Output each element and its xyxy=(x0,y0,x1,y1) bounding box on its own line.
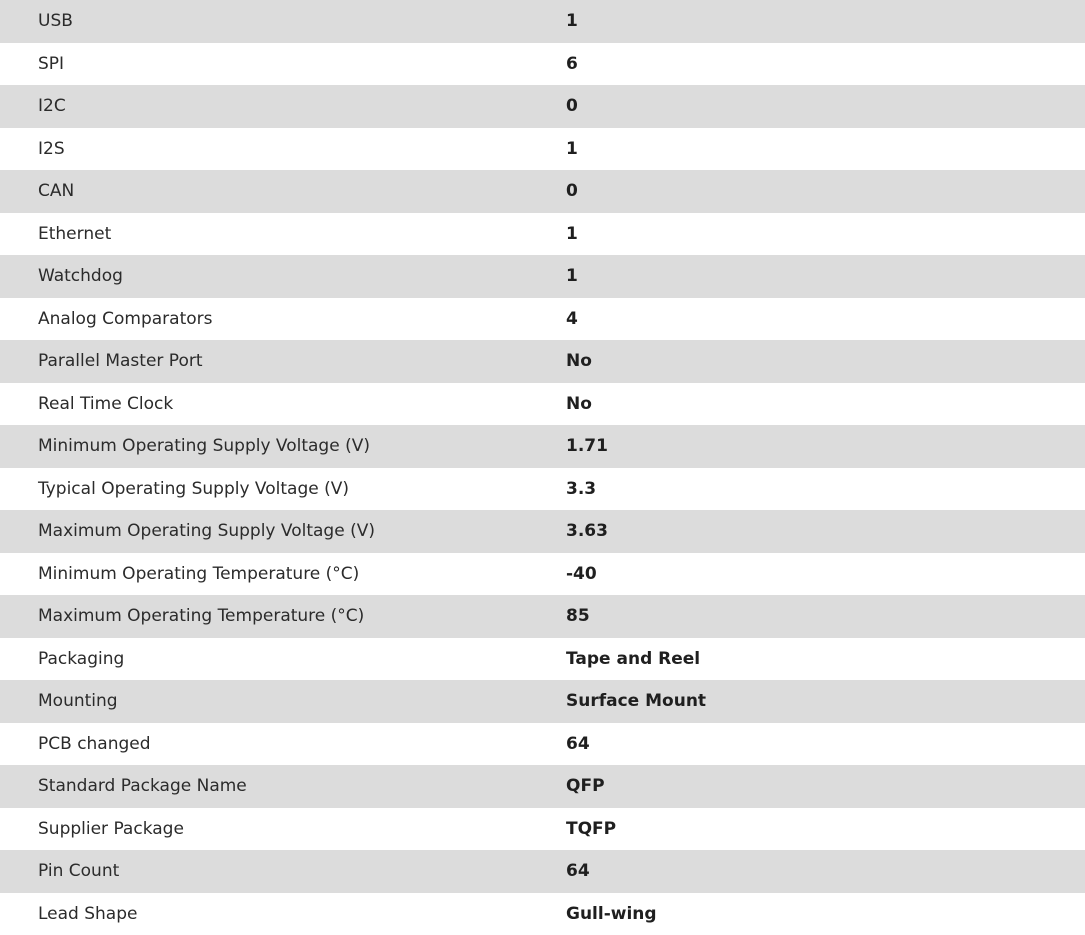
spec-row-max-temperature xyxy=(0,595,1085,638)
spec-label: Maximum Operating Supply Voltage (V) xyxy=(0,510,566,553)
spec-value: Surface Mount xyxy=(566,680,1085,723)
spec-row-i2s xyxy=(0,128,1085,171)
spec-value: 3.63 xyxy=(566,510,1085,553)
spec-row-pin-count xyxy=(0,850,1085,893)
spec-label: I2C xyxy=(0,85,566,128)
spec-value: -40 xyxy=(566,553,1085,596)
spec-label: Packaging xyxy=(0,638,566,681)
spec-value: QFP xyxy=(566,765,1085,808)
spec-value: 0 xyxy=(566,170,1085,213)
spec-row-pcb-changed xyxy=(0,723,1085,766)
spec-label: Minimum Operating Temperature (°C) xyxy=(0,553,566,596)
spec-value: 1 xyxy=(566,255,1085,298)
spec-value: 0 xyxy=(566,85,1085,128)
spec-label: Mounting xyxy=(0,680,566,723)
spec-label: Lead Shape xyxy=(0,893,566,935)
spec-label: Minimum Operating Supply Voltage (V) xyxy=(0,425,566,468)
spec-row-can xyxy=(0,170,1085,213)
spec-value: 85 xyxy=(566,595,1085,638)
spec-label: Standard Package Name xyxy=(0,765,566,808)
spec-label: Parallel Master Port xyxy=(0,340,566,383)
spec-value: 3.3 xyxy=(566,468,1085,511)
spec-label: SPI xyxy=(0,43,566,86)
spec-row-watchdog xyxy=(0,255,1085,298)
spec-row-min-temperature xyxy=(0,553,1085,596)
spec-row-supplier-package xyxy=(0,808,1085,851)
spec-label: CAN xyxy=(0,170,566,213)
spec-label: Supplier Package xyxy=(0,808,566,851)
spec-label: Typical Operating Supply Voltage (V) xyxy=(0,468,566,511)
spec-row-usb xyxy=(0,0,1085,43)
spec-row-spi xyxy=(0,43,1085,86)
spec-row-ethernet xyxy=(0,213,1085,256)
spec-row-packaging xyxy=(0,638,1085,681)
spec-row-analog-comparators xyxy=(0,298,1085,341)
spec-value: 6 xyxy=(566,43,1085,86)
spec-value: No xyxy=(566,383,1085,426)
spec-value: Tape and Reel xyxy=(566,638,1085,681)
spec-label: USB xyxy=(0,0,566,43)
spec-value: 64 xyxy=(566,723,1085,766)
spec-value: TQFP xyxy=(566,808,1085,851)
spec-label: Maximum Operating Temperature (°C) xyxy=(0,595,566,638)
spec-label: Real Time Clock xyxy=(0,383,566,426)
spec-row-parallel-master-port xyxy=(0,340,1085,383)
spec-row-mounting xyxy=(0,680,1085,723)
spec-value: 1 xyxy=(566,213,1085,256)
spec-value: 1 xyxy=(566,128,1085,171)
spec-value: Gull-wing xyxy=(566,893,1085,935)
spec-row-real-time-clock xyxy=(0,383,1085,426)
spec-row-i2c xyxy=(0,85,1085,128)
spec-label: PCB changed xyxy=(0,723,566,766)
spec-label: Analog Comparators xyxy=(0,298,566,341)
spec-label: Pin Count xyxy=(0,850,566,893)
spec-label: Ethernet xyxy=(0,213,566,256)
spec-value: 1.71 xyxy=(566,425,1085,468)
spec-label: I2S xyxy=(0,128,566,171)
spec-row-standard-package-name xyxy=(0,765,1085,808)
spec-value: 1 xyxy=(566,0,1085,43)
spec-row-min-supply-voltage xyxy=(0,425,1085,468)
spec-value: 64 xyxy=(566,850,1085,893)
spec-row-max-supply-voltage xyxy=(0,510,1085,553)
spec-value: No xyxy=(566,340,1085,383)
spec-row-typ-supply-voltage xyxy=(0,468,1085,511)
spec-value: 4 xyxy=(566,298,1085,341)
spec-row-lead-shape xyxy=(0,893,1085,935)
spec-label: Watchdog xyxy=(0,255,566,298)
